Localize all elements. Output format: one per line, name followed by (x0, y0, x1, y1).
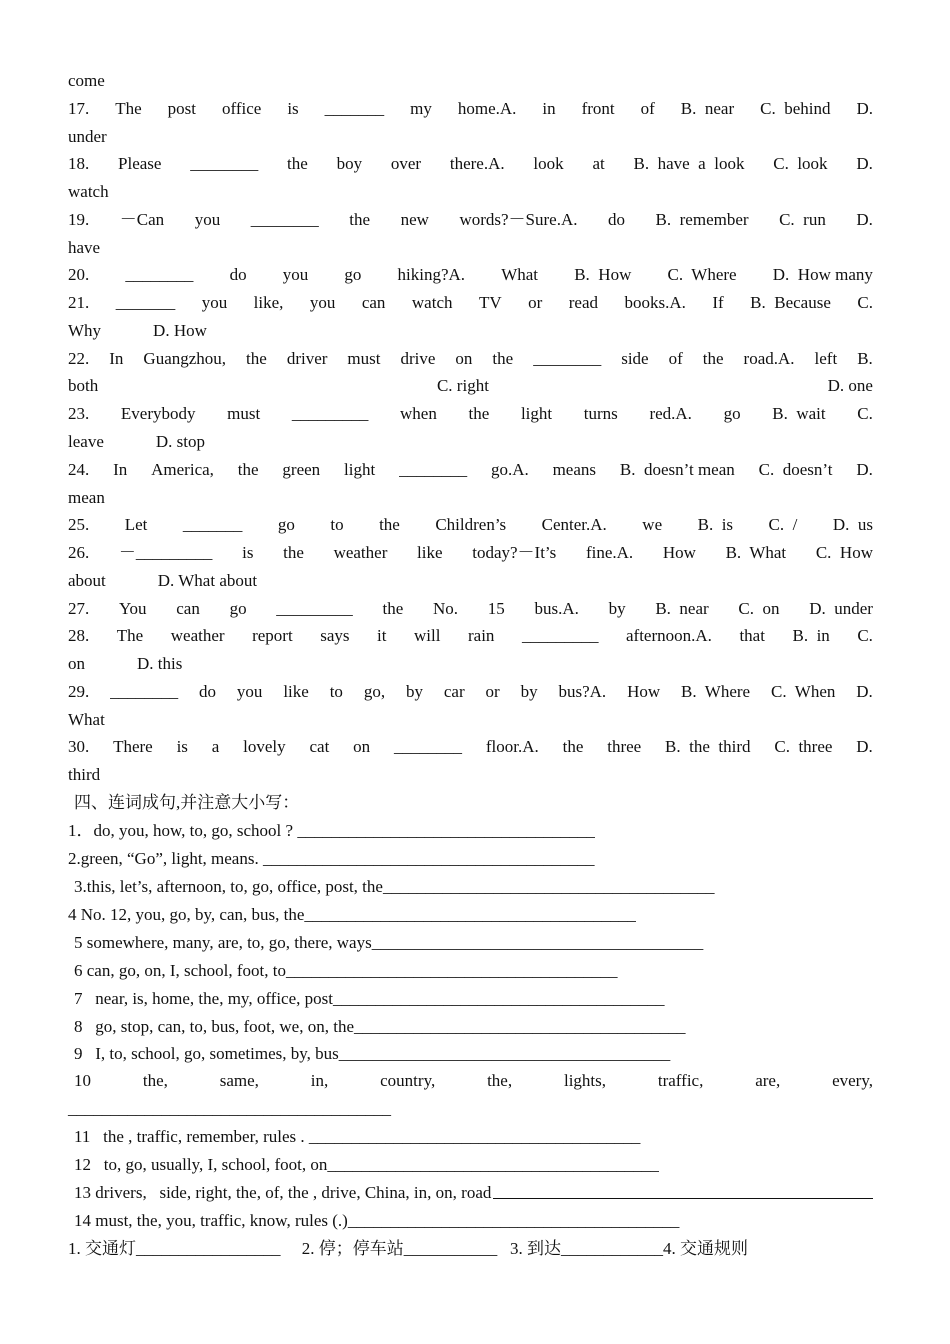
line-segment: 27. (68, 598, 90, 618)
line-segment: you (201, 293, 228, 313)
line-segment: my (410, 98, 432, 118)
line-segment: Guangzhou, (143, 348, 227, 368)
line-segment: car (443, 681, 465, 701)
line-segment: Children’s (435, 515, 507, 535)
line-segment: go (344, 265, 362, 285)
sentence-10-word: country, (380, 1071, 436, 1090)
sentence-item: 6 can, go, on, I, school, foot, to_______________________________________ (74, 961, 618, 980)
line-segment: 20. (68, 265, 90, 285)
line-segment: B. How (574, 265, 632, 285)
question-line (68, 151, 873, 177)
line-segment: America, (151, 459, 214, 479)
line-segment: B. wait (772, 404, 826, 424)
line-segment: about (68, 570, 106, 590)
question-line (68, 651, 873, 677)
line-segment: the (237, 459, 259, 479)
line-segment: is (287, 98, 299, 118)
line-segment: look (533, 154, 564, 174)
line-segment: 18. (68, 154, 90, 174)
line-segment: In (109, 348, 124, 368)
line-segment: must (227, 404, 261, 424)
line-segment: 29. (68, 681, 90, 701)
line-segment: must (347, 348, 381, 368)
line-segment: go (277, 515, 295, 535)
sentence-10-word: in, (310, 1071, 329, 1090)
question-line (68, 179, 873, 205)
sentence-item: 8 go, stop, can, to, bus, foot, we, on, the_______________________________________ (74, 1017, 686, 1036)
line-segment: fine.A. (585, 543, 634, 563)
line-segment: go (229, 598, 247, 618)
line-segment: B. Because (750, 293, 831, 313)
line-segment: lovely (243, 737, 286, 757)
sentence-item: 12 to, go, usually, I, school, foot, on_______________________________________ (74, 1155, 659, 1174)
line-segment: ________ (394, 737, 463, 757)
line-segment: The (115, 98, 142, 118)
line-segment: D. How many (772, 265, 873, 285)
sentence-13-text: 13 drivers, side, right, the, of, the , drive, China, in, on, road (74, 1183, 492, 1202)
line-segment: 25. (68, 515, 90, 535)
line-segment: ________ (533, 348, 602, 368)
line-segment: In (113, 459, 128, 479)
line-segment: No. (433, 598, 459, 618)
line-segment: ________ (110, 681, 179, 701)
sentence-10-word: same, (219, 1071, 259, 1090)
question-line (68, 207, 873, 233)
sentence-item: 4 No. 12, you, go, by, can, bus, the_______________________________________ (68, 905, 636, 924)
line-segment: B. Where (681, 681, 751, 701)
line-segment: B. in (792, 626, 830, 646)
question-line (68, 734, 873, 760)
line-segment: that (739, 626, 765, 646)
line-segment: D. What about (157, 570, 258, 590)
question-line (68, 623, 873, 649)
line-segment: B. near (680, 98, 735, 118)
line-segment: _______ (182, 515, 243, 535)
line-segment: words?－Sure.A. (459, 209, 578, 229)
line-segment: 30. (68, 737, 90, 757)
line-segment: office (221, 98, 262, 118)
line-segment: drive (400, 348, 436, 368)
line-segment: Let (124, 515, 148, 535)
line-segment: boy (336, 154, 363, 174)
line-segment: floor.A. (485, 737, 539, 757)
line-segment: afternoon.A. (626, 626, 712, 646)
line-segment: green (282, 459, 321, 479)
line-segment: there.A. (449, 154, 505, 174)
line-segment: red.A. (649, 404, 692, 424)
line-segment: light (344, 459, 376, 479)
line-segment: it (377, 626, 387, 646)
line-segment: at (592, 154, 605, 174)
line-segment: you (309, 293, 336, 313)
question-line (68, 318, 873, 344)
line-segment: B. remember (655, 209, 749, 229)
question-line (68, 568, 873, 594)
line-segment: _______ (115, 293, 176, 313)
line-segment: the (349, 209, 371, 229)
line-segment: How (627, 681, 661, 701)
line-segment: have (68, 237, 101, 257)
line-segment: D. How (153, 320, 207, 340)
line-segment: watch (411, 293, 453, 313)
line-segment: 15 (487, 598, 505, 618)
sentence-10-word: the, (487, 1071, 513, 1090)
line-segment: D. one (827, 376, 873, 396)
line-segment: on (455, 348, 473, 368)
line-segment: three (607, 737, 642, 757)
line-segment: the (246, 348, 267, 368)
line-segment: bus.A. (534, 598, 579, 618)
sentence-item: 9 I, to, school, go, sometimes, by, bus_______________________________________ (74, 1044, 671, 1063)
line-segment: do (229, 265, 247, 285)
line-segment: do (199, 681, 217, 701)
line-segment: by (405, 681, 423, 701)
line-segment: The (116, 626, 144, 646)
line-segment: go (723, 404, 741, 424)
question-line (68, 540, 873, 566)
question-line (68, 485, 873, 511)
line-segment: like (417, 543, 443, 563)
question-line (68, 679, 873, 705)
line-segment: 28. (68, 626, 90, 646)
line-segment: C. right (436, 376, 489, 396)
question-line (68, 457, 873, 483)
sentence-10 (74, 1068, 873, 1094)
line-segment: rain (468, 626, 495, 646)
line-segment: _________ (276, 598, 353, 618)
line-segment: C. / (768, 515, 798, 535)
line-segment: What (68, 709, 105, 729)
line-segment: will (414, 626, 441, 646)
line-segment: or (485, 681, 500, 701)
line-segment: the (562, 737, 584, 757)
line-segment: is (176, 737, 188, 757)
line-segment: over (390, 154, 422, 174)
line-segment: like (283, 681, 309, 701)
line-segment: bus?A. (558, 681, 607, 701)
line-segment: left (814, 348, 838, 368)
line-segment: post (167, 98, 196, 118)
line-segment: light (520, 404, 553, 424)
line-segment: mean (68, 487, 105, 507)
line-segment: both (68, 376, 99, 396)
question-line (68, 373, 873, 399)
line-segment: third (68, 765, 101, 785)
line-segment: a (211, 737, 220, 757)
line-segment: If (712, 293, 724, 313)
line-segment: You (118, 598, 147, 618)
line-segment: go.A. (490, 459, 529, 479)
line-segment: C. look (773, 154, 828, 174)
line-segment: in (542, 98, 556, 118)
line-segment: ________ (399, 459, 468, 479)
line-segment: books.A. (624, 293, 686, 313)
line-segment: weather (333, 543, 388, 563)
line-segment: to (330, 515, 344, 535)
sentence-item: 5 somewhere, many, are, to, go, there, ways_______________________________________ (74, 933, 704, 952)
line-segment: ________ (125, 265, 194, 285)
line-segment: －_________ (118, 543, 213, 563)
line-segment: road.A. (743, 348, 795, 368)
line-segment: cat (309, 737, 330, 757)
line-segment: 19. (68, 209, 90, 229)
line-segment: There (113, 737, 153, 757)
sentence-item: 3.this, let’s, afternoon, to, go, office, post, the_______________________________________ (74, 877, 715, 896)
line-segment: C. on (738, 598, 780, 618)
line-segment: 22. (68, 348, 90, 368)
line-segment: B. What (725, 543, 787, 563)
question-line (68, 346, 873, 372)
line-segment: report (252, 626, 293, 646)
question-line (68, 262, 873, 288)
line-segment: under (68, 126, 107, 146)
sentence-13 (74, 1180, 873, 1206)
line-segment: the (382, 598, 404, 618)
line-segment: What (501, 265, 539, 285)
sentence-10-blank: ______________________________________ (68, 1099, 391, 1118)
line-segment: the (287, 154, 308, 174)
line-segment: or (528, 293, 543, 313)
line-segment: C. Where (667, 265, 737, 285)
line-segment: by (608, 598, 626, 618)
line-segment: C. behind (760, 98, 831, 118)
line-segment: D. (856, 681, 873, 701)
line-segment: C. three (774, 737, 833, 757)
line-segment: on (353, 737, 371, 757)
question-line (68, 596, 873, 622)
line-segment: 23. (68, 404, 90, 424)
line-segment: of (668, 348, 683, 368)
line-segment: leave (68, 432, 104, 451)
line-segment: do (608, 209, 626, 229)
line-segment: when (400, 404, 437, 424)
sentence-14: 14 must, the, you, traffic, know, rules (.)_______________________________________ (74, 1211, 680, 1230)
line-segment: you (236, 681, 263, 701)
sentence-10-word: 10 (74, 1071, 91, 1090)
sentence-13-blank (493, 1180, 873, 1199)
line-segment: C. How (815, 543, 873, 563)
line-segment: by (520, 681, 538, 701)
sentence-item: 1．do, you, how, to, go, school ? ___________________________________ (68, 821, 595, 840)
vocabulary-line: 1. 交通灯_________________ 2. 停；停车站___________ 3. 到达____________4. 交通规则 (68, 1239, 748, 1258)
line-segment: ________ (190, 154, 259, 174)
line-segment: the (468, 404, 490, 424)
line-segment: 17. (68, 98, 90, 118)
line-segment: B. near (655, 598, 709, 618)
line-segment: TV (478, 293, 502, 313)
line-segment: 24. (68, 459, 90, 479)
line-segment: C. When (771, 681, 836, 701)
line-segment: of (640, 98, 655, 118)
line-segment: Please (118, 154, 162, 174)
sentence-item: 11 the , traffic, remember, rules . _______________________________________ (74, 1127, 641, 1146)
line-segment: ________ (250, 209, 319, 229)
line-segment: you (194, 209, 221, 229)
line-segment: side (621, 348, 649, 368)
line-segment: can (361, 293, 386, 313)
line-segment: on (68, 654, 85, 674)
line-segment: like, (253, 293, 284, 313)
line-segment: D. (856, 98, 873, 118)
line-segment: C. (857, 626, 873, 646)
line-segment: D. (856, 209, 873, 229)
line-segment: D. (856, 737, 873, 757)
line-segment: B. doesn’t mean (619, 459, 735, 479)
question-line (68, 68, 873, 94)
line-segment: the (283, 543, 304, 563)
line-segment: front (581, 98, 615, 118)
line-segment: today?－It’s (472, 543, 557, 563)
line-segment: C. (857, 293, 873, 313)
line-segment: go, (363, 681, 386, 701)
line-segment: D. this (137, 654, 183, 674)
sentence-10-word: are, (755, 1071, 781, 1090)
line-segment: D. us (832, 515, 873, 535)
line-segment: turns (583, 404, 618, 424)
line-segment: B. is (697, 515, 734, 535)
question-line (68, 512, 873, 538)
sentence-10-word: lights, (563, 1071, 607, 1090)
question-line (68, 707, 873, 733)
line-segment: means (552, 459, 597, 479)
line-segment: B. the third (665, 737, 751, 757)
line-segment: C. (857, 404, 873, 424)
line-segment: How (662, 543, 696, 563)
line-segment: is (242, 543, 254, 563)
line-segment: Center.A. (541, 515, 607, 535)
line-segment: we (642, 515, 663, 535)
section-four-title: 四、连词成句,并注意大小写： (74, 793, 300, 812)
line-segment: hiking?A. (397, 265, 466, 285)
line-segment: D. stop (155, 432, 205, 451)
line-segment: can (176, 598, 200, 618)
line-segment: Why (68, 320, 102, 340)
sentence-10-word: traffic, (657, 1071, 704, 1090)
line-segment: －Can (119, 209, 165, 229)
sentence-10-word: every, (832, 1071, 873, 1090)
question-line (68, 762, 873, 788)
line-segment: C. run (779, 209, 826, 229)
line-segment: Everybody (120, 404, 196, 424)
sentence-10-word: the, (142, 1071, 168, 1090)
line-segment: C. doesn’t (758, 459, 833, 479)
line-segment: _________ (521, 626, 599, 646)
line-segment: 26. (68, 543, 90, 563)
line-segment: _______ (324, 98, 385, 118)
line-segment: driver (286, 348, 328, 368)
line-segment: watch (68, 182, 109, 202)
line-segment: says (320, 626, 350, 646)
line-segment: D. under (809, 598, 873, 618)
line-segment: B. have a look (633, 154, 745, 174)
line-segment: weather (170, 626, 225, 646)
question-line (68, 235, 873, 261)
line-segment: the (379, 515, 400, 535)
question-line (68, 96, 873, 122)
line-segment: read (568, 293, 599, 313)
line-segment: come (68, 71, 105, 90)
sentence-item: 7 near, is, home, the, my, office, post_______________________________________ (74, 989, 665, 1008)
line-segment: the (492, 348, 514, 368)
question-line (68, 429, 873, 455)
line-segment: you (282, 265, 309, 285)
line-segment: 21. (68, 293, 90, 313)
line-segment: B. (857, 348, 873, 368)
line-segment: the (702, 348, 724, 368)
line-segment: new (400, 209, 429, 229)
question-line (68, 124, 873, 150)
sentence-item: 2.green, “Go”, light, means. _______________________________________ (68, 849, 595, 868)
line-segment: D. (856, 459, 873, 479)
line-segment: home.A. (457, 98, 517, 118)
question-line (68, 401, 873, 427)
line-segment: D. (856, 154, 873, 174)
line-segment: _________ (291, 404, 369, 424)
question-line (68, 290, 873, 316)
line-segment: to (329, 681, 343, 701)
